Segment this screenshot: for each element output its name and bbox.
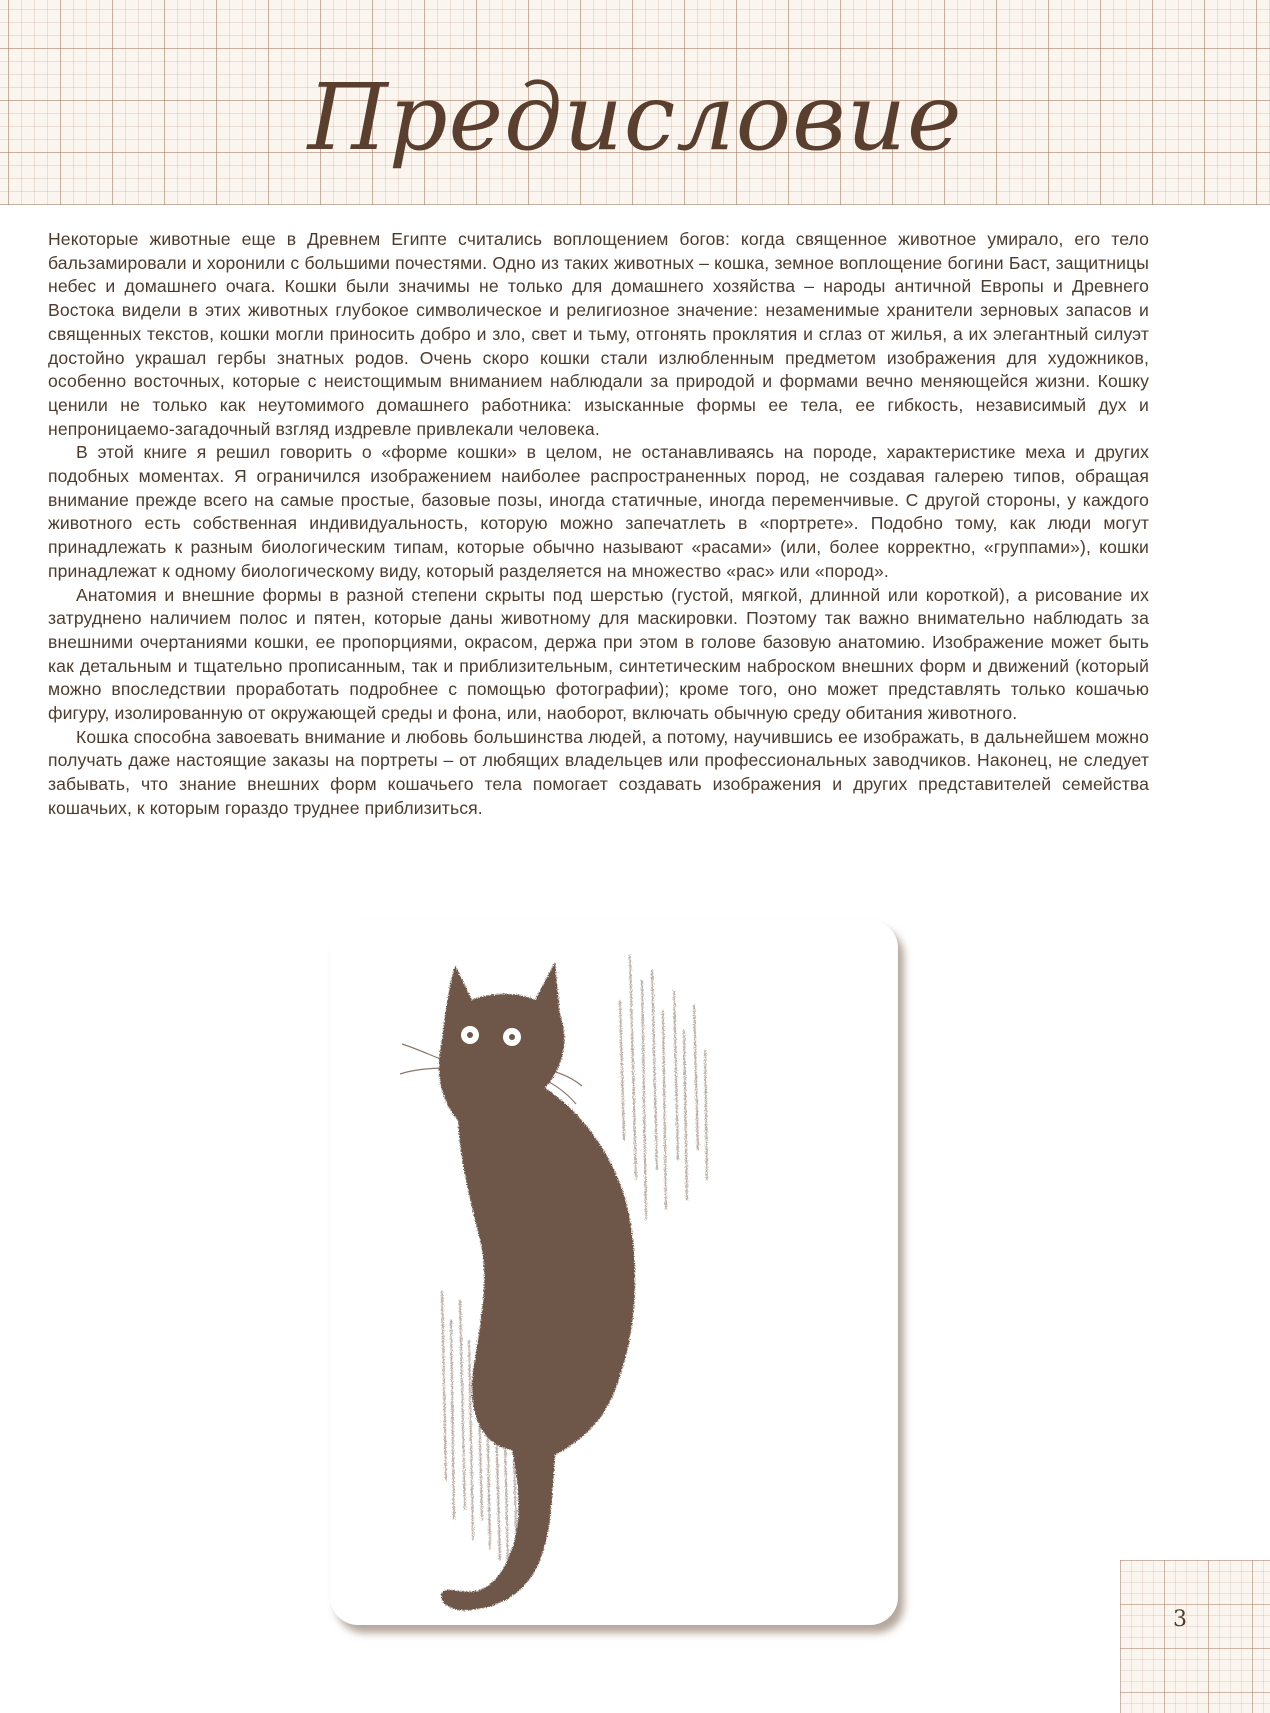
- paragraph-1: Некоторые животные еще в Древнем Египте считались воплощением богов: когда священное животное умирало, его тело бальзамировали и хоронили с большими почестями. Одно из таких животных – кошка, земное воплощение богини Баст, защитницы небес и домашнего очага. Кошки были значимы не только для домашнего хозяйства – народы античной Европы и Древнего Востока видели в этих животных глубокое символическое и религиозное значение: незаменимые хранители зерновых запасов и священных текстов, кошки могли приносить добро и зло, свет и тьму, отгонять проклятия и сглаз от жилья, а их элегантный силуэт достойно украшал гербы знатных родов. Очень скоро кошки стали излюбленным предметом изображения для художников, особенно восточных, которые с неистощимым вниманием наблюдали за природой и формами вечно меняющейся жизни. Кошку ценили не только как неутомимого домашнего работника: изысканные формы ее тела, ее гибкость, независимый дух и непроницаемо-загадочный взгляд издревле привлекали человека.: [48, 229, 1149, 439]
- page-number: 3: [1173, 1607, 1187, 1632]
- cat-silhouette: [439, 962, 635, 1610]
- cat-right-pupil: [509, 1034, 515, 1040]
- page-title: Предисловие: [307, 64, 963, 171]
- paragraph-4: Кошка способна завоевать внимание и любовь большинства людей, а потому, научившись ее изображать, в дальнейшем можно получать даже настоящие заказы на портреты – от любящих владельцев или профессиональных заводчиков. Наконец, не следует забывать, что знание внешних форм кошачьего тела помогает создавать изображения и других представителей семейства кошачьих, к которым гораздо труднее приблизиться.: [48, 726, 1149, 818]
- cat-left-pupil: [467, 1032, 473, 1038]
- cat-illustration-card: [330, 920, 898, 1625]
- cat-drawing: [330, 920, 898, 1625]
- page-corner-grid: [1120, 1560, 1270, 1713]
- body-text: [48, 228, 1149, 821]
- paragraph-2: В этой книге я решил говорить о «форме кошки» в целом, не останавливаясь на породе, характеристике меха и других подобных моментах. Я ограничился изображением наиболее распространенных пород, не создавая галерею типов, обращая внимание прежде всего на самые простые, базовые позы, иногда статичные, иногда переменчивые. С другой стороны, у каждого животного есть собственная индивидуальность, которую можно запечатлеть в «портрете». Подобно тому, как люди могут принадлежать к разным биологическим типам, которые обычно называют «расами» (или, более корректно, «группами»), кошки принадлежат к одному биологическому виду, который разделяется на множество «рас» или «пород».: [48, 442, 1149, 581]
- paragraph-3: Анатомия и внешние формы в разной степени скрыты под шерстью (густой, мягкой, длинной или короткой), а рисование их затруднено наличием полос и пятен, которые даны животному для маскировки. Поэтому так важно внимательно наблюдать за внешними очертаниями кошки, ее пропорциями, окрасом, держа при этом в голове базовую анатомию. Изображение может быть как детальным и тщательно прописанным, так и приблизительным, синтетическим наброском внешних форм и движений (который можно впоследствии проработать подробнее с помощью фотографии); кроме того, оно может представлять только кошачью фигуру, изолированную от окружающей среды и фона, или, наоборот, включать обычную среду обитания животного.: [48, 584, 1149, 724]
